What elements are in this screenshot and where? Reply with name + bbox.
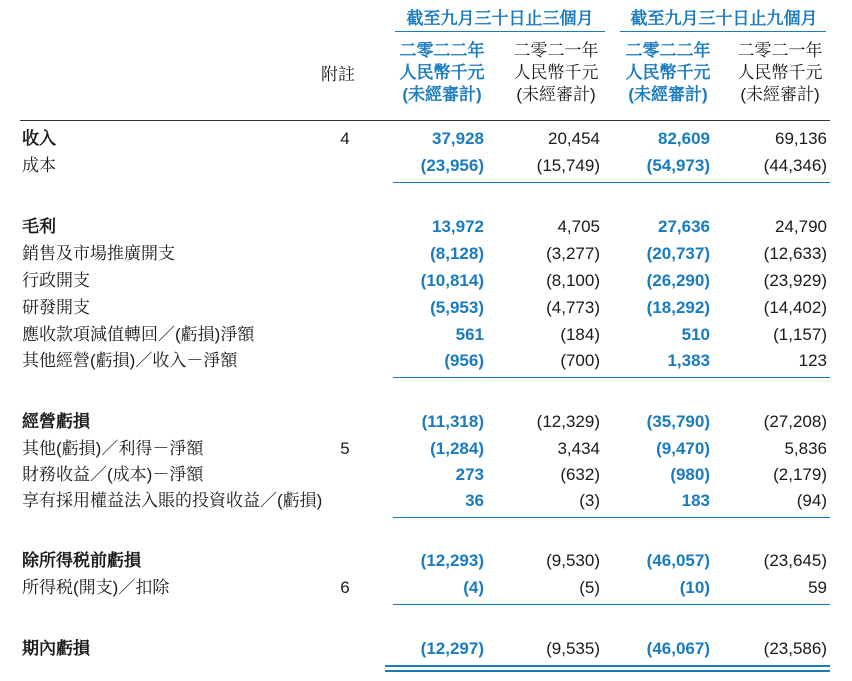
value-2021-q3: (5) bbox=[579, 578, 600, 597]
value-2021-q3: (9,535) bbox=[546, 639, 600, 658]
column-header bbox=[502, 40, 610, 106]
value-2022-9m: 82,609 bbox=[658, 129, 710, 148]
column-audit: (未經審計) bbox=[516, 85, 596, 104]
value-2021-q3: 4,705 bbox=[557, 217, 600, 236]
row-label: 其他(虧損)／利得－淨額 bbox=[22, 439, 204, 458]
header-rule bbox=[20, 120, 830, 121]
table-row bbox=[0, 155, 852, 177]
table-row bbox=[0, 411, 852, 433]
column-currency: 人民幣千元 bbox=[625, 63, 711, 82]
row-label: 應收款項減值轉回／(虧損)淨額 bbox=[22, 325, 255, 344]
column-audit: (未經審計) bbox=[740, 85, 820, 104]
value-2021-9m: (23,929) bbox=[763, 271, 827, 290]
column-audit: (未經審計) bbox=[628, 85, 708, 104]
value-2022-q3: (11,318) bbox=[421, 412, 484, 431]
value-2022-q3: 561 bbox=[455, 325, 484, 344]
value-2021-9m: (23,586) bbox=[763, 639, 827, 658]
table-row bbox=[0, 350, 852, 372]
value-2021-9m: (27,208) bbox=[763, 412, 827, 431]
row-label: 財務收益／(成本)－淨額 bbox=[22, 465, 204, 484]
value-2022-9m: (10) bbox=[679, 578, 710, 597]
value-2022-q3: (956) bbox=[444, 351, 484, 370]
value-2022-9m: (26,290) bbox=[646, 271, 710, 290]
value-2022-q3: 273 bbox=[455, 465, 484, 484]
total-double-rule bbox=[385, 665, 830, 667]
subtotal-rule bbox=[393, 377, 830, 378]
value-2021-q3: (4,773) bbox=[546, 298, 600, 317]
value-2021-q3: (12,329) bbox=[536, 412, 600, 431]
table-row bbox=[0, 297, 852, 319]
value-2022-9m: (9,470) bbox=[656, 439, 710, 458]
value-2022-q3: (23,956) bbox=[420, 156, 484, 175]
value-2022-9m: (54,973) bbox=[646, 156, 710, 175]
value-2021-9m: 24,790 bbox=[775, 217, 827, 236]
row-label: 所得税(開支)／扣除 bbox=[22, 578, 170, 597]
row-note: 6 bbox=[340, 578, 350, 597]
value-2022-q3: (12,293) bbox=[420, 551, 484, 570]
row-note: 5 bbox=[340, 439, 350, 458]
group-underline bbox=[395, 31, 605, 32]
value-2022-q3: 13,972 bbox=[432, 217, 484, 236]
value-2021-9m: (1,157) bbox=[773, 325, 827, 344]
value-2022-q3: (1,284) bbox=[430, 439, 484, 458]
value-2021-9m: (94) bbox=[796, 491, 827, 510]
column-currency: 人民幣千元 bbox=[399, 63, 485, 82]
column-header bbox=[726, 40, 834, 106]
table-row bbox=[0, 464, 852, 486]
value-2021-q3: (15,749) bbox=[536, 156, 600, 175]
value-2022-9m: (18,292) bbox=[646, 298, 710, 317]
table-row bbox=[0, 128, 852, 150]
value-2021-q3: (632) bbox=[560, 465, 600, 484]
row-label: 研發開支 bbox=[22, 298, 90, 317]
table-row bbox=[0, 438, 852, 460]
column-year: 二零二一年 bbox=[513, 41, 599, 60]
subtotal-rule bbox=[393, 182, 830, 183]
value-2021-q3: (184) bbox=[560, 325, 600, 344]
value-2022-q3: (8,128) bbox=[430, 244, 484, 263]
note-column-header: 附註 bbox=[321, 65, 355, 84]
value-2021-q3: (3,277) bbox=[546, 244, 600, 263]
value-2022-9m: 1,383 bbox=[667, 351, 710, 370]
row-label: 其他經營(虧損)／收入－淨額 bbox=[22, 351, 238, 370]
row-label: 銷售及市場推廣開支 bbox=[22, 244, 175, 263]
table-row bbox=[0, 270, 852, 292]
value-2022-9m: (35,790) bbox=[646, 412, 710, 431]
column-header bbox=[392, 40, 492, 106]
row-label: 享有採用權益法入賬的投資收益／(虧損) bbox=[22, 491, 323, 510]
value-2022-q3: 36 bbox=[465, 491, 484, 510]
value-2021-9m: (2,179) bbox=[773, 465, 827, 484]
table-row bbox=[0, 577, 852, 599]
value-2021-9m: (23,645) bbox=[763, 551, 827, 570]
column-header bbox=[618, 40, 718, 106]
value-2021-9m: (12,633) bbox=[763, 244, 827, 263]
column-year: 二零二二年 bbox=[399, 41, 485, 60]
row-label: 經營虧損 bbox=[22, 412, 90, 431]
value-2022-q3: (5,953) bbox=[430, 298, 484, 317]
row-label: 期內虧損 bbox=[22, 639, 90, 658]
value-2021-q3: (8,100) bbox=[546, 271, 600, 290]
value-2022-9m: 27,636 bbox=[658, 217, 710, 236]
value-2021-9m: 69,136 bbox=[775, 129, 827, 148]
column-year: 二零二一年 bbox=[737, 41, 823, 60]
value-2022-q3: (12,297) bbox=[420, 639, 484, 658]
subtotal-rule bbox=[393, 517, 830, 518]
value-2022-9m: (46,067) bbox=[646, 639, 710, 658]
group-underline bbox=[620, 31, 826, 32]
column-audit: (未經審計) bbox=[402, 85, 482, 104]
value-2022-q3: (10,814) bbox=[420, 271, 484, 290]
value-2022-q3: (4) bbox=[463, 578, 484, 597]
column-currency: 人民幣千元 bbox=[513, 63, 599, 82]
value-2022-q3: 37,928 bbox=[432, 129, 484, 148]
row-label: 收入 bbox=[22, 129, 56, 148]
value-2021-q3: (3) bbox=[579, 491, 600, 510]
table-row bbox=[0, 638, 852, 660]
value-2021-9m: 59 bbox=[808, 578, 827, 597]
group-header-three-months: 截至九月三十日止三個月 bbox=[406, 9, 594, 28]
table-row bbox=[0, 490, 852, 512]
subtotal-rule bbox=[393, 604, 830, 605]
value-2021-9m: 123 bbox=[798, 351, 827, 370]
table-row bbox=[0, 243, 852, 265]
value-2021-q3: 20,454 bbox=[548, 129, 600, 148]
row-label: 毛利 bbox=[22, 217, 56, 236]
row-label: 除所得税前虧損 bbox=[22, 551, 141, 570]
value-2022-9m: (980) bbox=[670, 465, 710, 484]
row-note: 4 bbox=[340, 129, 350, 148]
value-2022-9m: (20,737) bbox=[646, 244, 710, 263]
total-double-rule bbox=[385, 670, 830, 672]
group-header-nine-months: 截至九月三十日止九個月 bbox=[630, 9, 818, 28]
column-year: 二零二二年 bbox=[625, 41, 711, 60]
value-2022-9m: 183 bbox=[681, 491, 710, 510]
value-2021-9m: (14,402) bbox=[763, 298, 827, 317]
value-2021-q3: (700) bbox=[560, 351, 600, 370]
row-label: 成本 bbox=[22, 156, 56, 175]
table-row bbox=[0, 550, 852, 572]
value-2021-9m: 5,836 bbox=[784, 439, 827, 458]
value-2021-9m: (44,346) bbox=[763, 156, 827, 175]
table-row bbox=[0, 216, 852, 238]
value-2022-9m: (46,057) bbox=[646, 551, 710, 570]
column-currency: 人民幣千元 bbox=[737, 63, 823, 82]
row-label: 行政開支 bbox=[22, 271, 90, 290]
value-2022-9m: 510 bbox=[681, 325, 710, 344]
value-2021-q3: (9,530) bbox=[546, 551, 600, 570]
table-row bbox=[0, 324, 852, 346]
value-2021-q3: 3,434 bbox=[557, 439, 600, 458]
